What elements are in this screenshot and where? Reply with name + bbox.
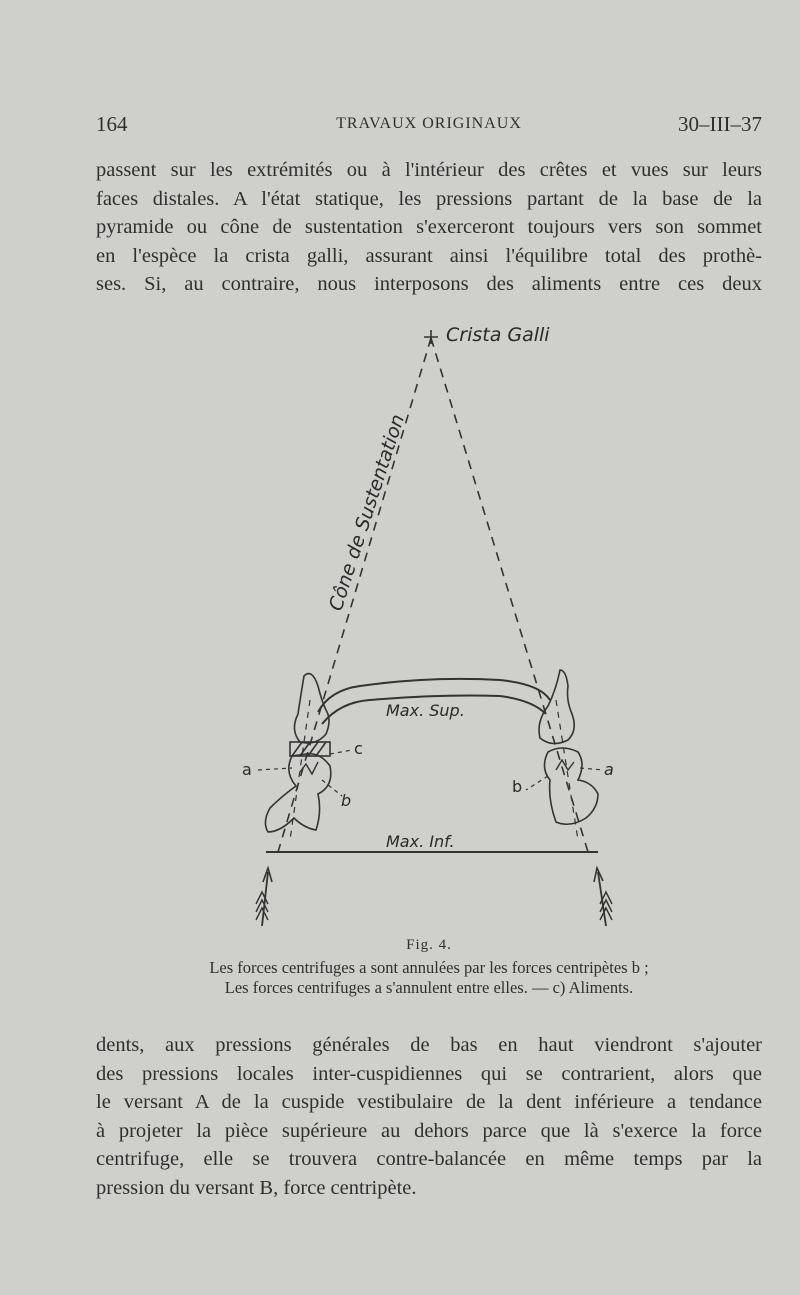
- label-b-left: b: [341, 791, 352, 810]
- label-b-right: b: [512, 777, 523, 796]
- cone-left-line: [278, 338, 431, 852]
- cone-label: Cône de Sustentation: [324, 411, 410, 614]
- caption-line-1: Les forces centrifuges a sont annulées par les forces centripètes b ;: [209, 957, 649, 977]
- text-line: à projeter la pièce supérieure au dehors parce que là s'exerce la force: [96, 1119, 762, 1142]
- label-a-left: a: [242, 760, 252, 779]
- apex-label: Crista Galli: [446, 324, 550, 346]
- figure-caption: [96, 935, 762, 999]
- text-line: ses. Si, au contraire, nous interposons des aliments entre ces deux: [96, 273, 762, 295]
- apex-star: [424, 330, 438, 344]
- running-title: TRAVAUX ORIGINAUX: [336, 115, 522, 132]
- right-force-arrow: [594, 868, 612, 926]
- text-line: le versant A de la cuspide vestibulaire de la dent inférieure a tendance: [96, 1091, 762, 1113]
- text-line: pression du versant B, force centripète.: [96, 1176, 417, 1199]
- text-line: pyramide ou cône de sustentation s'exerceront toujours vers son sommet: [96, 216, 762, 238]
- paragraph-top: [96, 156, 762, 299]
- figure-number: Fig. 4.: [406, 937, 452, 953]
- text-line: en l'espèce la crista galli, assurant ainsi l'équilibre total des prothè-: [96, 244, 762, 267]
- text-line: faces distales. A l'état statique, les pressions partant de la base de la: [96, 187, 762, 210]
- running-header: [96, 112, 762, 142]
- label-a-right: a: [604, 760, 614, 779]
- upper-label: Max. Sup.: [386, 701, 465, 720]
- header-date: 30–III–37: [678, 112, 762, 136]
- text-line: dents, aux pressions générales de bas en haut viendront s'ajouter: [96, 1034, 762, 1056]
- left-force-arrow: [256, 868, 272, 926]
- label-c: c: [354, 739, 363, 758]
- text-line: passent sur les extrémités ou à l'intérieur des crêtes et vues sur leurs: [96, 159, 762, 181]
- caption-line-2: Les forces centrifuges a s'annulent entre elles. — c) Aliments.: [224, 978, 634, 997]
- leader-a-left: [258, 768, 292, 770]
- text-line: centrifuge, elle se trouvera contre-balancée en même temps par la: [96, 1148, 762, 1170]
- right-lower-tooth: [544, 748, 598, 824]
- text-line: des pressions locales inter-cuspidiennes qui se contrarient, alors que: [96, 1062, 762, 1085]
- page-number: 164: [96, 112, 128, 136]
- leader-c: [330, 750, 352, 754]
- cone-right-line: [431, 338, 588, 852]
- leader-a-right: [580, 768, 604, 770]
- paragraph-bottom: [96, 1031, 762, 1202]
- left-lower-tooth: [265, 754, 330, 832]
- lower-label: Max. Inf.: [386, 832, 455, 851]
- left-upper-tooth: [294, 674, 329, 743]
- leader-b-right: [526, 776, 548, 790]
- figure-4-diagram: [0, 300, 800, 960]
